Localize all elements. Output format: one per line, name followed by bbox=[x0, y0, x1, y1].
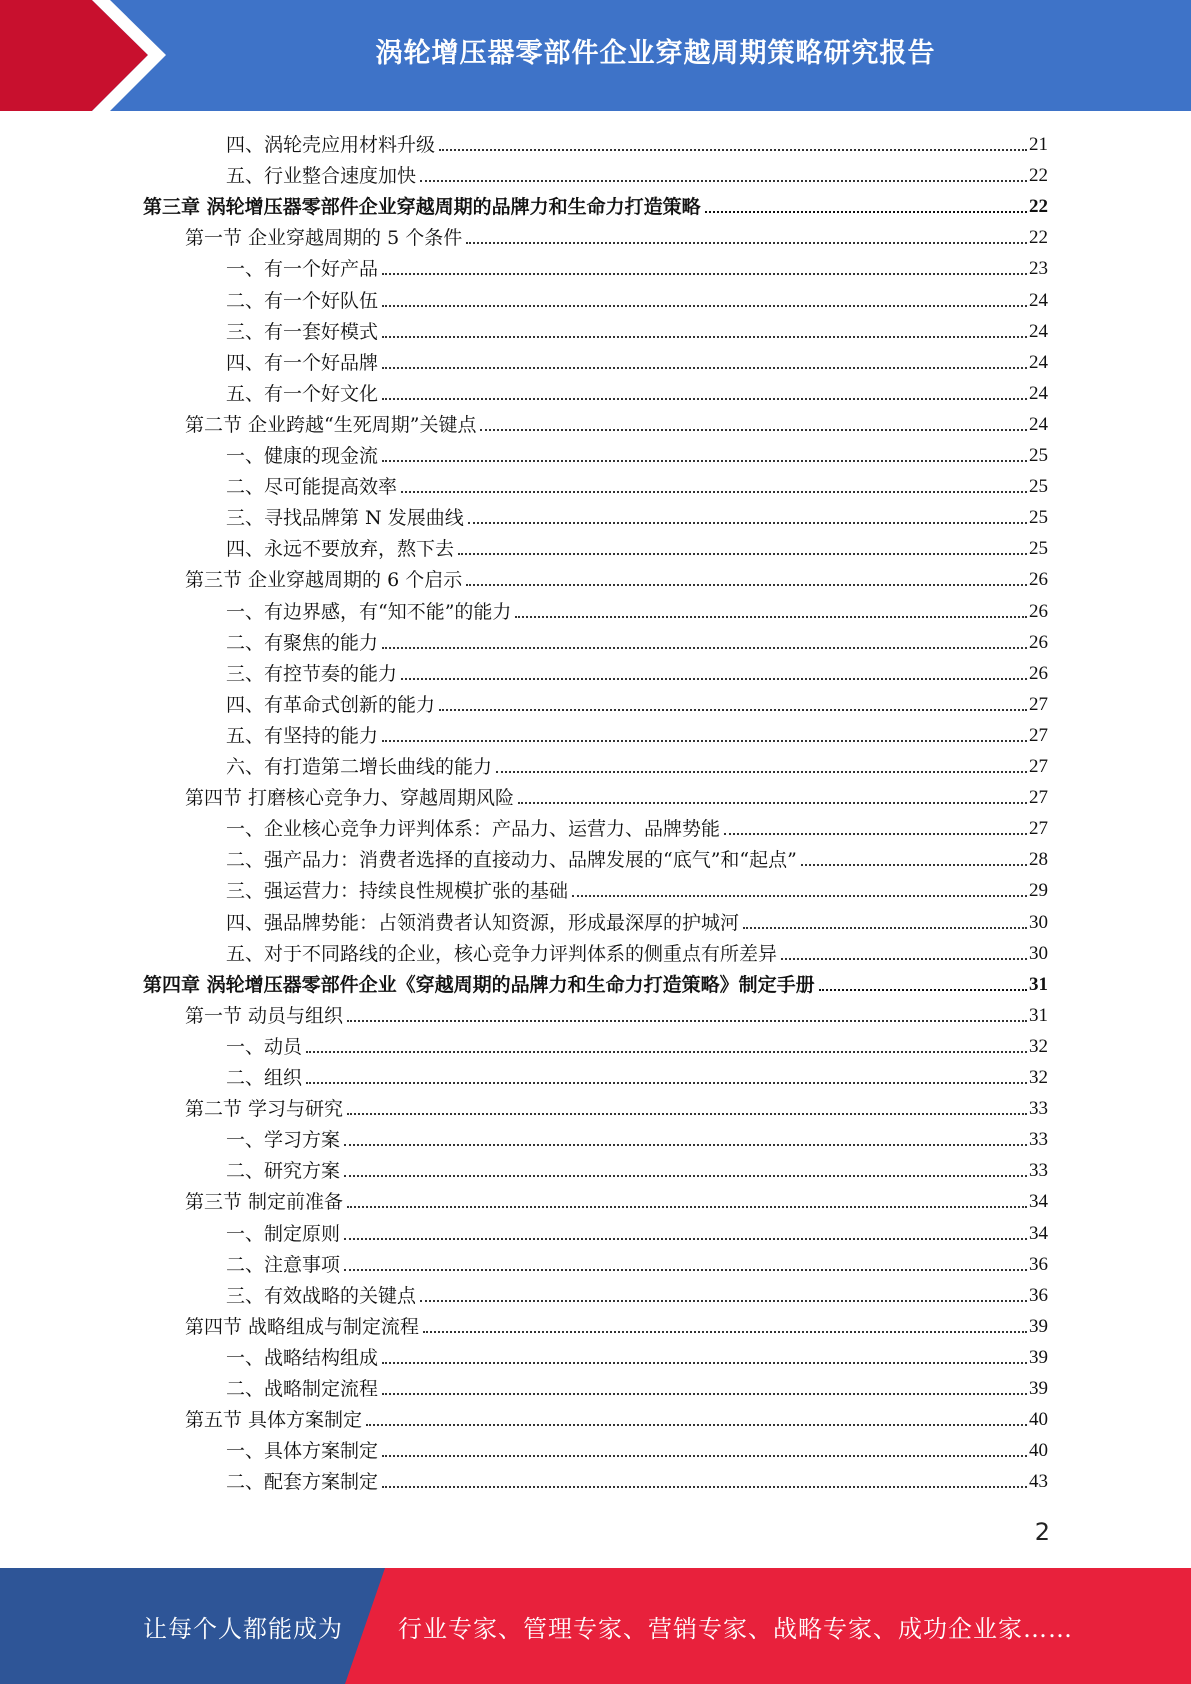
toc-subsection-entry[interactable] bbox=[226, 532, 1048, 560]
toc-entry-title: 第三节 制定前准备 bbox=[185, 1191, 344, 1214]
toc-dot-leader bbox=[781, 958, 1027, 960]
toc-dot-leader bbox=[344, 1175, 1027, 1177]
toc-dot-leader bbox=[344, 1144, 1027, 1146]
toc-dot-leader bbox=[401, 678, 1027, 680]
footer-slogan-right: 行业专家、管理专家、营销专家、战略专家、成功企业家…… bbox=[398, 1614, 1073, 1643]
toc-entry-title: 五、有一个好文化 bbox=[226, 382, 379, 405]
toc-page-number: 34 bbox=[1029, 1222, 1048, 1244]
toc-page-number: 21 bbox=[1029, 134, 1048, 155]
toc-subsection-entry[interactable] bbox=[226, 595, 1048, 623]
toc-dot-leader bbox=[458, 553, 1027, 555]
toc-page-number: 25 bbox=[1029, 538, 1048, 560]
toc-entry-title: 一、企业核心竞争力评判体系：产品力、运营力、品牌势能 bbox=[226, 818, 721, 841]
toc-dot-leader bbox=[382, 305, 1027, 307]
toc-dot-leader bbox=[466, 584, 1027, 586]
toc-section-entry[interactable] bbox=[185, 1185, 1048, 1213]
toc-dot-leader bbox=[468, 522, 1027, 524]
toc-subsection-entry[interactable] bbox=[226, 1341, 1048, 1369]
toc-entry-title: 二、尽可能提高效率 bbox=[226, 476, 398, 499]
toc-page-number: 27 bbox=[1029, 756, 1048, 777]
toc-entry-title: 四、强品牌势能：占领消费者认知资源，形成最深厚的护城河 bbox=[226, 911, 740, 934]
toc-dot-leader bbox=[306, 1082, 1027, 1084]
toc-dot-leader bbox=[420, 180, 1027, 182]
toc-dot-leader bbox=[724, 833, 1027, 835]
toc-page-number: 27 bbox=[1029, 693, 1048, 715]
toc-page-number: 40 bbox=[1029, 1409, 1048, 1431]
toc-entry-title: 四、涡轮壳应用材料升级 bbox=[226, 134, 436, 156]
toc-dot-leader bbox=[439, 149, 1027, 151]
toc-page-number: 26 bbox=[1029, 662, 1048, 684]
toc-dot-leader bbox=[705, 211, 1027, 213]
toc-page-number: 23 bbox=[1029, 258, 1048, 280]
toc-entry-title: 第一节 动员与组织 bbox=[185, 1004, 344, 1027]
toc-subsection-entry[interactable] bbox=[226, 1372, 1048, 1400]
toc-page-number: 36 bbox=[1029, 1284, 1048, 1306]
toc-dot-leader bbox=[382, 1486, 1027, 1488]
toc-subsection-entry[interactable] bbox=[226, 719, 1048, 747]
toc-page-number: 27 bbox=[1029, 818, 1048, 840]
toc-section-entry[interactable] bbox=[185, 999, 1048, 1027]
toc-subsection-entry[interactable] bbox=[226, 1061, 1048, 1089]
toc-page-number: 26 bbox=[1029, 631, 1048, 653]
toc-dot-leader bbox=[423, 1331, 1027, 1333]
toc-dot-leader bbox=[366, 1424, 1027, 1426]
toc-entry-title: 第四章 涡轮增压器零部件企业《穿越周期的品牌力和生命力打造策略》制定手册 bbox=[143, 973, 815, 996]
toc-dot-leader bbox=[420, 1300, 1027, 1302]
toc-page-number: 39 bbox=[1029, 1315, 1048, 1337]
toc-entry-title: 一、战略结构组成 bbox=[226, 1346, 379, 1369]
toc-section-entry[interactable] bbox=[185, 1403, 1048, 1431]
toc-dot-leader bbox=[382, 367, 1027, 369]
toc-subsection-entry[interactable] bbox=[226, 626, 1048, 654]
toc-dot-leader bbox=[743, 927, 1027, 929]
toc-entry-title: 五、行业整合速度加快 bbox=[226, 165, 417, 188]
toc-dot-leader bbox=[572, 895, 1027, 897]
toc-subsection-entry[interactable] bbox=[226, 1434, 1048, 1462]
toc-subsection-entry[interactable] bbox=[226, 1030, 1048, 1058]
toc-section-entry[interactable] bbox=[185, 221, 1048, 249]
toc-subsection-entry[interactable] bbox=[226, 501, 1048, 529]
toc-entry-title: 第一节 企业穿越周期的 5 个条件 bbox=[185, 227, 463, 250]
toc-subsection-entry[interactable] bbox=[226, 377, 1048, 405]
toc-page-number: 33 bbox=[1029, 1129, 1048, 1151]
toc-dot-leader bbox=[382, 1455, 1027, 1457]
toc-page-number: 22 bbox=[1029, 227, 1048, 249]
toc-dot-leader bbox=[382, 1362, 1027, 1364]
footer-slogan-left: 让每个人都能成为 bbox=[143, 1614, 343, 1643]
toc-subsection-entry[interactable] bbox=[226, 688, 1048, 716]
toc-page-number: 40 bbox=[1029, 1440, 1048, 1462]
toc-subsection-entry[interactable] bbox=[226, 315, 1048, 343]
toc-section-entry[interactable] bbox=[185, 1092, 1048, 1120]
toc-page-number: 25 bbox=[1029, 445, 1048, 466]
toc-page-number: 43 bbox=[1029, 1471, 1048, 1493]
toc-dot-leader bbox=[466, 242, 1027, 244]
toc-page-number: 22 bbox=[1029, 165, 1048, 187]
toc-page-number: 25 bbox=[1029, 507, 1048, 529]
toc-entry-title: 二、有聚焦的能力 bbox=[226, 631, 379, 654]
toc-entry-title: 三、有一套好模式 bbox=[226, 320, 379, 343]
toc-section-entry[interactable] bbox=[185, 1310, 1048, 1338]
toc-page-number: 30 bbox=[1029, 942, 1048, 964]
toc-subsection-entry[interactable] bbox=[226, 874, 1048, 902]
toc-section-entry[interactable] bbox=[185, 408, 1048, 436]
toc-page-number: 27 bbox=[1029, 787, 1048, 809]
toc-section-entry[interactable] bbox=[185, 563, 1048, 591]
toc-dot-leader bbox=[382, 336, 1027, 338]
toc-entry-title: 第五节 具体方案制定 bbox=[185, 1409, 363, 1432]
toc-entry-title: 二、有一个好队伍 bbox=[226, 289, 379, 312]
toc-entry-title: 一、具体方案制定 bbox=[226, 1440, 379, 1463]
toc-entry-title: 二、战略制定流程 bbox=[226, 1378, 379, 1400]
toc-page-number: 33 bbox=[1029, 1160, 1048, 1182]
toc-page-number: 24 bbox=[1029, 351, 1048, 373]
toc-entry-title: 一、动员 bbox=[226, 1035, 303, 1058]
toc-page-number: 32 bbox=[1029, 1067, 1048, 1088]
toc-subsection-entry[interactable] bbox=[226, 252, 1048, 280]
toc-section-entry[interactable] bbox=[185, 781, 1048, 809]
toc-page-number: 31 bbox=[1029, 1004, 1048, 1026]
toc-entry-title: 一、制定原则 bbox=[226, 1222, 341, 1245]
toc-subsection-entry[interactable] bbox=[226, 843, 1048, 871]
toc-entry-title: 二、研究方案 bbox=[226, 1160, 341, 1183]
toc-page-number: 26 bbox=[1029, 600, 1048, 622]
toc-entry-title: 五、对于不同路线的企业，核心竞争力评判体系的侧重点有所差异 bbox=[226, 942, 778, 965]
toc-entry-title: 一、有边界感，有“知不能”的能力 bbox=[226, 600, 512, 623]
toc-page-number: 36 bbox=[1029, 1253, 1048, 1275]
toc-page-number: 31 bbox=[1029, 973, 1048, 995]
toc-page-number: 24 bbox=[1029, 289, 1048, 311]
toc-dot-leader bbox=[480, 429, 1027, 431]
toc-dot-leader bbox=[819, 989, 1027, 991]
page-header bbox=[0, 0, 1191, 111]
toc-entry-title: 二、配套方案制定 bbox=[226, 1471, 379, 1494]
toc-chapter-entry[interactable] bbox=[143, 968, 1048, 996]
toc-page-number: 27 bbox=[1029, 724, 1048, 746]
toc-dot-leader bbox=[401, 491, 1027, 493]
toc-entry-title: 第四节 战略组成与制定流程 bbox=[185, 1315, 420, 1338]
toc-page-number: 29 bbox=[1029, 880, 1048, 902]
toc-dot-leader bbox=[382, 740, 1027, 742]
toc-entry-title: 第二节 企业跨越“生死周期”关键点 bbox=[185, 413, 477, 436]
toc-dot-leader bbox=[347, 1020, 1027, 1022]
toc-entry-title: 三、有效战略的关键点 bbox=[226, 1284, 417, 1307]
toc-entry-title: 第二节 学习与研究 bbox=[185, 1098, 344, 1121]
toc-page-number: 26 bbox=[1029, 569, 1048, 591]
toc-entry-title: 四、有革命式创新的能力 bbox=[226, 693, 436, 716]
toc-page-number: 28 bbox=[1029, 849, 1048, 871]
toc-page-number: 22 bbox=[1029, 196, 1048, 218]
toc-entry-title: 三、强运营力：持续良性规模扩张的基础 bbox=[226, 880, 569, 903]
toc-entry-title: 五、有坚持的能力 bbox=[226, 724, 379, 747]
toc-entry-title: 一、健康的现金流 bbox=[226, 445, 379, 467]
toc-entry-title: 三、寻找品牌第 N 发展曲线 bbox=[226, 507, 464, 530]
toc-dot-leader bbox=[382, 1393, 1027, 1395]
toc-subsection-entry[interactable] bbox=[226, 470, 1048, 498]
toc-entry-title: 第四节 打磨核心竞争力、穿越周期风险 bbox=[185, 787, 515, 810]
toc-subsection-entry[interactable] bbox=[226, 128, 1048, 156]
toc-subsection-entry[interactable] bbox=[226, 1248, 1048, 1276]
toc-subsection-entry[interactable] bbox=[226, 750, 1048, 778]
toc-entry-title: 第三节 企业穿越周期的 6 个启示 bbox=[185, 569, 463, 592]
toc-dot-leader bbox=[306, 1051, 1027, 1053]
toc-dot-leader bbox=[518, 802, 1027, 804]
toc-subsection-entry[interactable] bbox=[226, 812, 1048, 840]
toc-subsection-entry[interactable] bbox=[226, 284, 1048, 312]
toc-subsection-entry[interactable] bbox=[226, 346, 1048, 374]
report-title: 涡轮增压器零部件企业穿越周期策略研究报告 bbox=[375, 37, 936, 69]
toc-dot-leader bbox=[382, 460, 1027, 462]
toc-entry-title: 一、学习方案 bbox=[226, 1129, 341, 1152]
toc-page-number: 34 bbox=[1029, 1191, 1048, 1213]
toc-dot-leader bbox=[439, 709, 1027, 711]
page-number: 2 bbox=[1034, 1518, 1050, 1546]
toc-subsection-entry[interactable] bbox=[226, 1279, 1048, 1307]
toc-page-number: 33 bbox=[1029, 1098, 1048, 1120]
toc-page-number: 30 bbox=[1029, 911, 1048, 933]
toc-page-number: 24 bbox=[1029, 320, 1048, 342]
toc-dot-leader bbox=[347, 1113, 1027, 1115]
toc-dot-leader bbox=[344, 1269, 1027, 1271]
toc-subsection-entry[interactable] bbox=[226, 1123, 1048, 1151]
toc-page-number: 24 bbox=[1029, 413, 1048, 435]
toc-entry-title: 二、组织 bbox=[226, 1067, 303, 1089]
toc-entry-title: 第三章 涡轮增压器零部件企业穿越周期的品牌力和生命力打造策略 bbox=[143, 196, 701, 219]
toc-entry-title: 六、有打造第二增长曲线的能力 bbox=[226, 756, 493, 778]
toc-dot-leader bbox=[347, 1206, 1027, 1208]
toc-subsection-entry[interactable] bbox=[226, 159, 1048, 187]
toc-entry-title: 四、有一个好品牌 bbox=[226, 351, 379, 374]
toc-entry-title: 三、有控节奏的能力 bbox=[226, 662, 398, 685]
toc-subsection-entry[interactable] bbox=[226, 1217, 1048, 1245]
toc-subsection-entry[interactable] bbox=[226, 906, 1048, 934]
toc-page-number: 39 bbox=[1029, 1346, 1048, 1368]
toc-page-number: 24 bbox=[1029, 382, 1048, 404]
toc-entry-title: 二、注意事项 bbox=[226, 1253, 341, 1276]
toc-subsection-entry[interactable] bbox=[226, 937, 1048, 965]
toc-dot-leader bbox=[382, 647, 1027, 649]
toc-subsection-entry[interactable] bbox=[226, 439, 1048, 467]
toc-chapter-entry[interactable] bbox=[143, 190, 1048, 218]
toc-dot-leader bbox=[382, 398, 1027, 400]
toc-entry-title: 四、永远不要放弃，熬下去 bbox=[226, 538, 455, 561]
toc-page-number: 39 bbox=[1029, 1378, 1048, 1399]
toc-entry-title: 二、强产品力：消费者选择的直接动力、品牌发展的“底气”和“起点” bbox=[226, 849, 797, 872]
toc-dot-leader bbox=[515, 616, 1027, 618]
toc-subsection-entry[interactable] bbox=[226, 657, 1048, 685]
toc-dot-leader bbox=[382, 273, 1027, 275]
toc-dot-leader bbox=[344, 1238, 1027, 1240]
page-footer bbox=[0, 1568, 1191, 1684]
toc-page-number: 32 bbox=[1029, 1035, 1048, 1057]
toc-subsection-entry[interactable] bbox=[226, 1154, 1048, 1182]
toc-dot-leader bbox=[496, 771, 1027, 773]
toc-dot-leader bbox=[801, 864, 1027, 866]
toc-entry-title: 一、有一个好产品 bbox=[226, 258, 379, 281]
toc-page-number: 25 bbox=[1029, 476, 1048, 498]
toc-subsection-entry[interactable] bbox=[226, 1465, 1048, 1493]
